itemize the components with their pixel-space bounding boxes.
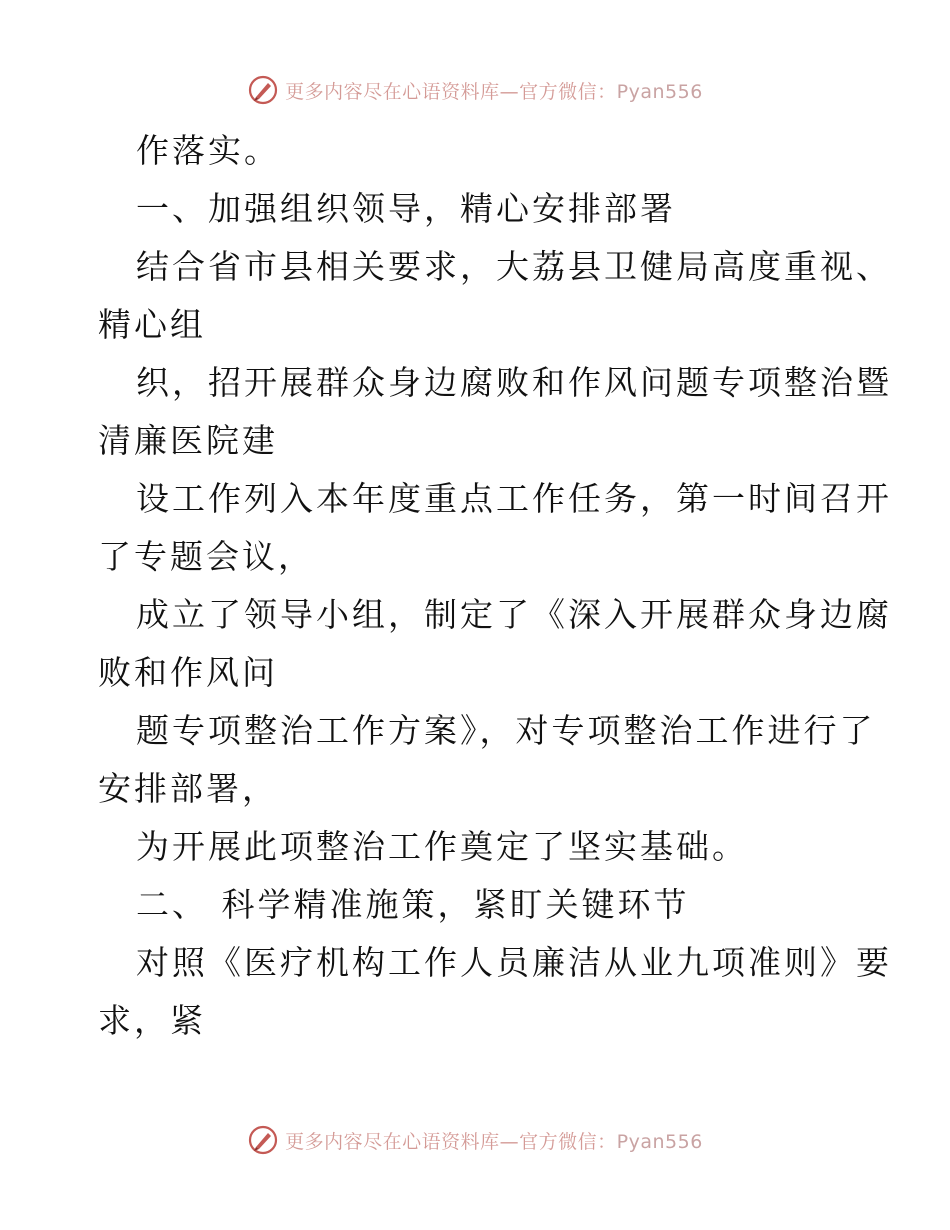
text-line: 作落实。 bbox=[136, 131, 280, 170]
watermark-text: 更多内容尽在心语资料库—官方微信：Pyan556 bbox=[285, 1130, 703, 1153]
text-line: 结合省市县相关要求，大荔县卫健局高度重视、 bbox=[136, 247, 892, 286]
text-line: 二、 科学精准施策，紧盯关键环节 bbox=[136, 885, 690, 924]
text-line: 成立了领导小组，制定了《深入开展群众身边腐 bbox=[136, 595, 892, 634]
document-body bbox=[98, 122, 892, 1050]
text-line: 精心组 bbox=[98, 305, 206, 344]
text-line: 安排部署， bbox=[98, 769, 278, 808]
text-line: 败和作风问 bbox=[98, 653, 278, 692]
wechat-id: Pyan556 bbox=[616, 80, 703, 103]
text-line: 设工作列入本年度重点工作任务，第一时间召开 bbox=[136, 479, 892, 518]
wechat-id: Pyan556 bbox=[616, 1130, 703, 1153]
pen-logo-icon bbox=[247, 74, 279, 106]
watermark-text: 更多内容尽在心语资料库—官方微信：Pyan556 bbox=[285, 80, 703, 103]
header-watermark bbox=[0, 70, 950, 110]
text-line: 织，招开展群众身边腐败和作风问题专项整治暨 bbox=[136, 363, 892, 402]
text-line: 题专项整治工作方案》，对专项整治工作进行了 bbox=[136, 711, 876, 750]
text-line: 求，紧 bbox=[98, 1001, 206, 1040]
text-line: 对照《医疗机构工作人员廉洁从业九项准则》要 bbox=[136, 943, 892, 982]
text-line: 清廉医院建 bbox=[98, 421, 278, 460]
pen-logo-icon bbox=[247, 1124, 279, 1156]
text-line: 为开展此项整治工作奠定了坚实基础。 bbox=[136, 827, 748, 866]
text-line: 一、加强组织领导，精心安排部署 bbox=[136, 189, 676, 228]
footer-watermark bbox=[0, 1120, 950, 1160]
text-line: 了专题会议， bbox=[98, 537, 314, 576]
